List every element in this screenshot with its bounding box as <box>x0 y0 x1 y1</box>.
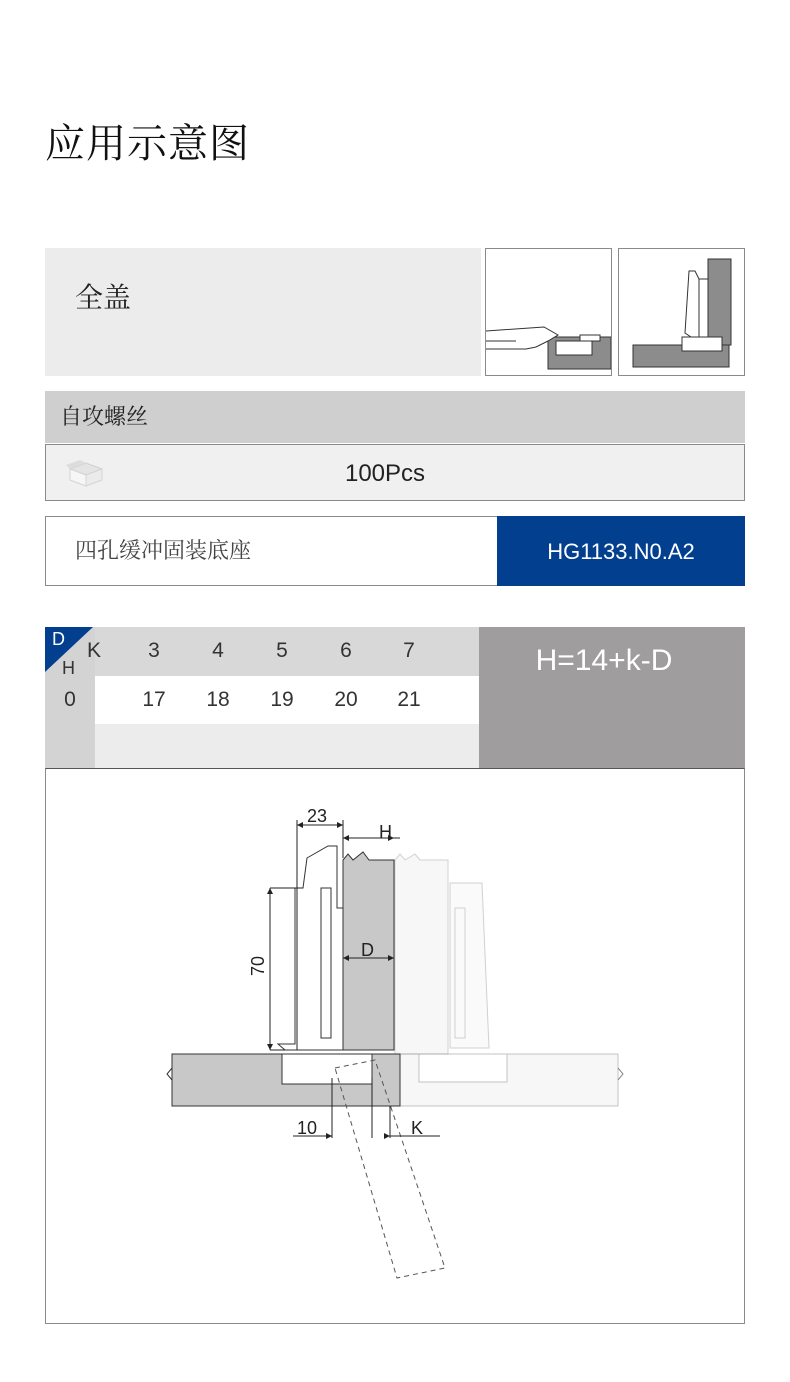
hinge-open-thumbnail <box>618 248 745 376</box>
mount-type-label: 全盖 <box>75 281 132 314</box>
ghost-door <box>395 854 489 1054</box>
table-h-value: 17 <box>142 688 166 711</box>
table-empty-row <box>95 724 479 768</box>
installation-diagram <box>45 768 745 1328</box>
page-title: 应用示意图 <box>45 121 250 167</box>
quantity-text: 100Pcs <box>344 460 426 487</box>
table-k-value: 4 <box>212 639 224 662</box>
screw-type-bar <box>45 391 745 443</box>
table-corner-h: H <box>62 658 75 678</box>
dimension-23-label: 23 <box>307 806 328 826</box>
dimension-10-label: 10 <box>297 1118 318 1138</box>
product-code: HG1133.N0.A2 <box>547 539 695 564</box>
table-k-value: 5 <box>276 639 288 662</box>
table-k-value: 7 <box>403 639 415 662</box>
table-corner-k: K <box>86 639 101 662</box>
dimension-70-label: 70 <box>248 955 269 977</box>
base-type-label: 四孔缓冲固装底座 <box>75 539 252 564</box>
formula-text: H=14+k-D <box>535 644 673 677</box>
dimension-k-label: K <box>411 1118 424 1138</box>
cup-cutout <box>282 1054 372 1084</box>
hinge-closed-thumbnail <box>485 248 612 376</box>
dimension-d-label: D <box>361 940 374 960</box>
screw-type-label: 自攻螺丝 <box>60 405 149 430</box>
table-h-value: 21 <box>397 688 421 711</box>
table-corner-d: D <box>52 629 65 649</box>
table-k-value: 3 <box>148 639 160 662</box>
box-icon <box>66 459 106 491</box>
table-h-value: 18 <box>206 688 230 711</box>
dimension-h-label: H <box>379 822 392 842</box>
table-h-value: 19 <box>270 688 294 711</box>
hinge-arm <box>278 846 343 1050</box>
table-k-value: 6 <box>340 639 352 662</box>
ghost-cabinet-panel <box>400 1054 618 1106</box>
table-h-value: 20 <box>334 688 358 711</box>
table-d-row-label: 0 <box>64 688 76 711</box>
